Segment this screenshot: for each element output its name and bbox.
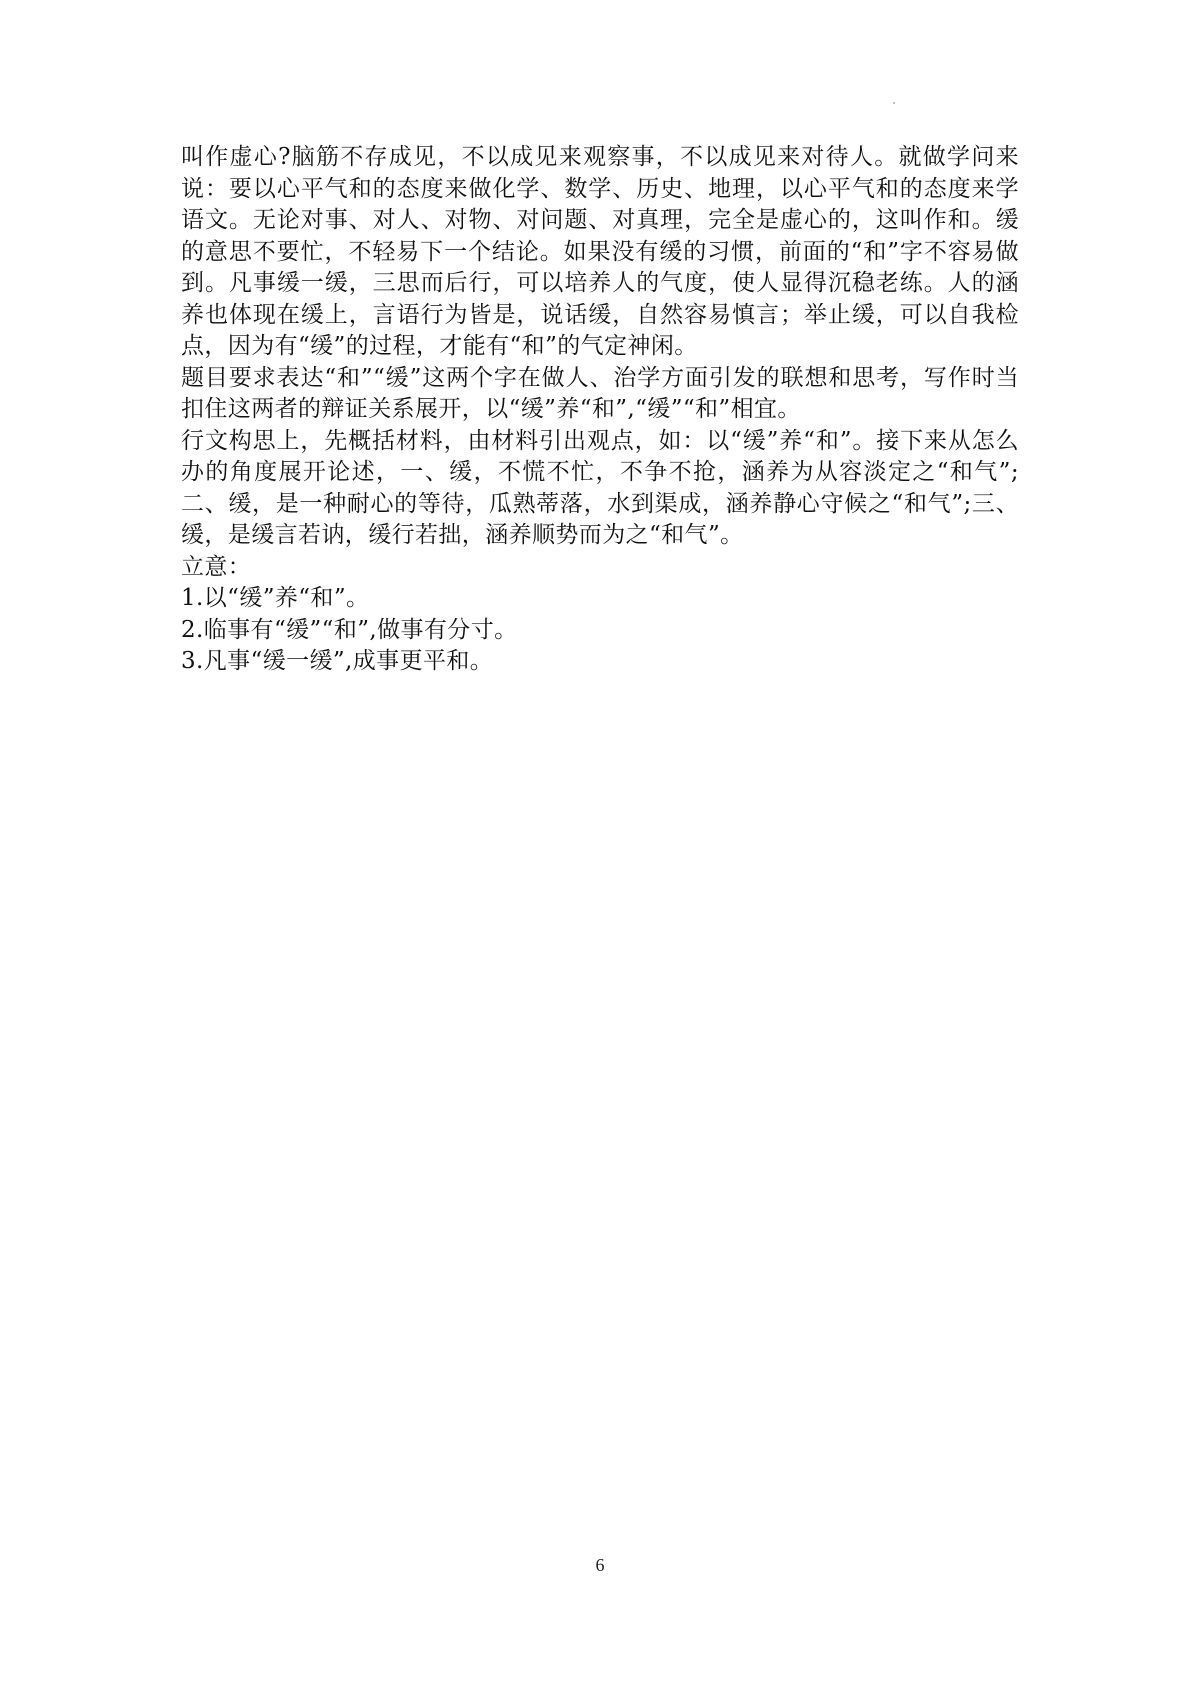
- page-number: 6: [595, 1555, 605, 1575]
- paragraph-thesis-1: 1.以“缓”养“和”。: [181, 585, 370, 611]
- scan-speck: [893, 102, 895, 104]
- paragraph-structure-outline: 行文构思上，先概括材料，由材料引出观点，如：以“缓”养“和”。接下来从怎么办的角度展开论述，一、缓，不慌不忙，不争不抢，涵养为从容淡定之“和气”;二、缓，是一种耐心的等待，瓜熟蒂落，水到渠成，涵养静心守候之“和气”;三、缓，是缓言若讷，缓行若拙，涵养顺势而为之“和气”。: [181, 427, 1019, 548]
- paragraph-topic-requirement: 题目要求表达“和”“缓”这两个字在做人、治学方面引发的联想和思考，写作时当扣住这两者的辩证关系展开，以“缓”养“和”,“缓”“和”相宜。: [181, 364, 1019, 422]
- body-text: [181, 142, 1019, 678]
- paragraph-thesis-3: 3.凡事“缓一缓”,成事更平和。: [181, 648, 494, 674]
- paragraph-thesis-heading: 立意：: [181, 553, 252, 580]
- paragraph-xuxin-explanation: 叫作虚心?脑筋不存成见，不以成见来观察事，不以成见来对待人。就做学问来说：要以心平气和的态度来做化学、数学、历史、地理，以心平气和的态度来学语文。无论对事、对人、对物、对问题、对真理，完全是虚心的，这叫作和。缓的意思不要忙，不轻易下一个结论。如果没有缓的习惯，前面的“和”字不容易做到。凡事缓一缓，三思而后行，可以培养人的气度，使人显得沉稳老练。人的涵养也体现在缓上，言语行为皆是，说话缓，自然容易慎言；举止缓，可以自我检点，因为有“缓”的过程，才能有“和”的气定神闲。: [181, 144, 1019, 359]
- paragraph-thesis-2: 2.临事有“缓”“和”,做事有分寸。: [181, 616, 518, 643]
